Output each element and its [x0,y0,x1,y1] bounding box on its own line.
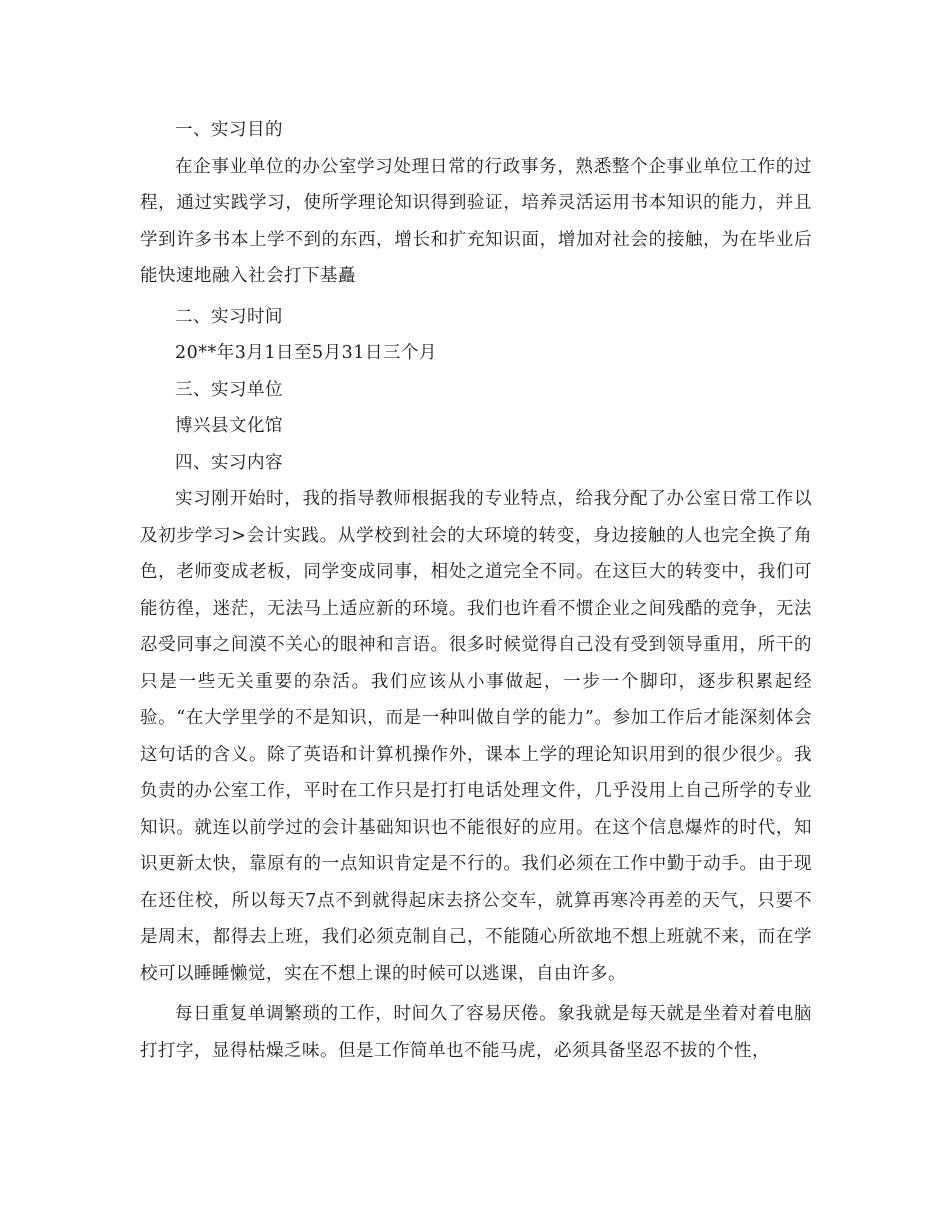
section-body-purpose: 在企事业单位的办公室学习处理日常的行政事务，熟悉整个企事业单位工作的过程，通过实践学习，使所学理论知识得到验证，培养灵活运用书本知识的能力，并且学到许多书本上学不到的东西，增长和扩充知识面，增加对社会的接触，为在毕业后能快速地融入社会打下基矗 [140,156,812,286]
section-body-content: 实习刚开始时，我的指导教师根据我的专业特点，给我分配了办公室日常工作以及初步学习>会计实践。从学校到社会的大环境的转变，身边接触的人也完全换了角色，老师变成老板，同学变成同事，相处之道完全不同。在这巨大的转变中，我们可能彷徨，迷茫，无法马上适应新的环境。我们也许看不惯企业之间残酷的竞争，无法忍受同事之间漠不关心的眼神和言语。很多时候觉得自己没有受到领导重用，所干的只是一些无关重要的杂活。我们应该从小事做起，一步一个脚印，逐步积累起经验。“在大学里学的不是知识，而是一种叫做自学的能力”。参加工作后才能深刻体会这句话的含义。除了英语和计算机操作外，课本上学的理论知识用到的很少很少。我负责的办公室工作，平时在工作只是打打电话处理文件，几乎没用上自己所学的专业知识。就连以前学过的会计基础知识也不能很好的应用。在这个信息爆炸的时代，知识更新太快，靠原有的一点知识肯定是不行的。我们必须在工作中勤于动手。由于现在还住校，所以每天7点不到就得起床去挤公交车，就算再寒冷再差的天气，只要不是周末，都得去上班，我们必须克制自己，不能随心所欲地不想上班就不来，而在学校可以睡睡懒觉，实在不想上课的时候可以逃课，自由许多。 [140,489,812,984]
section-heading-unit: 三、实习单位 [175,379,283,400]
section-heading-purpose: 一、实习目的 [175,120,283,140]
section-heading-time: 二、实习时间 [175,306,283,327]
section-heading-content: 四、实习内容 [175,452,283,473]
document-body [140,112,812,1069]
section-body-time: 20**年3月1日至5月31日三个月 [175,343,437,363]
section-body-content-2: 每日重复单调繁琐的工作，时间久了容易厌倦。象我就是每天就是坐着对着电脑打打字，显得枯燥乏味。但是工作简单也不能马虎，必须具备坚忍不拔的个性， [140,1004,812,1061]
section-body-unit: 博兴县文化馆 [175,416,283,436]
